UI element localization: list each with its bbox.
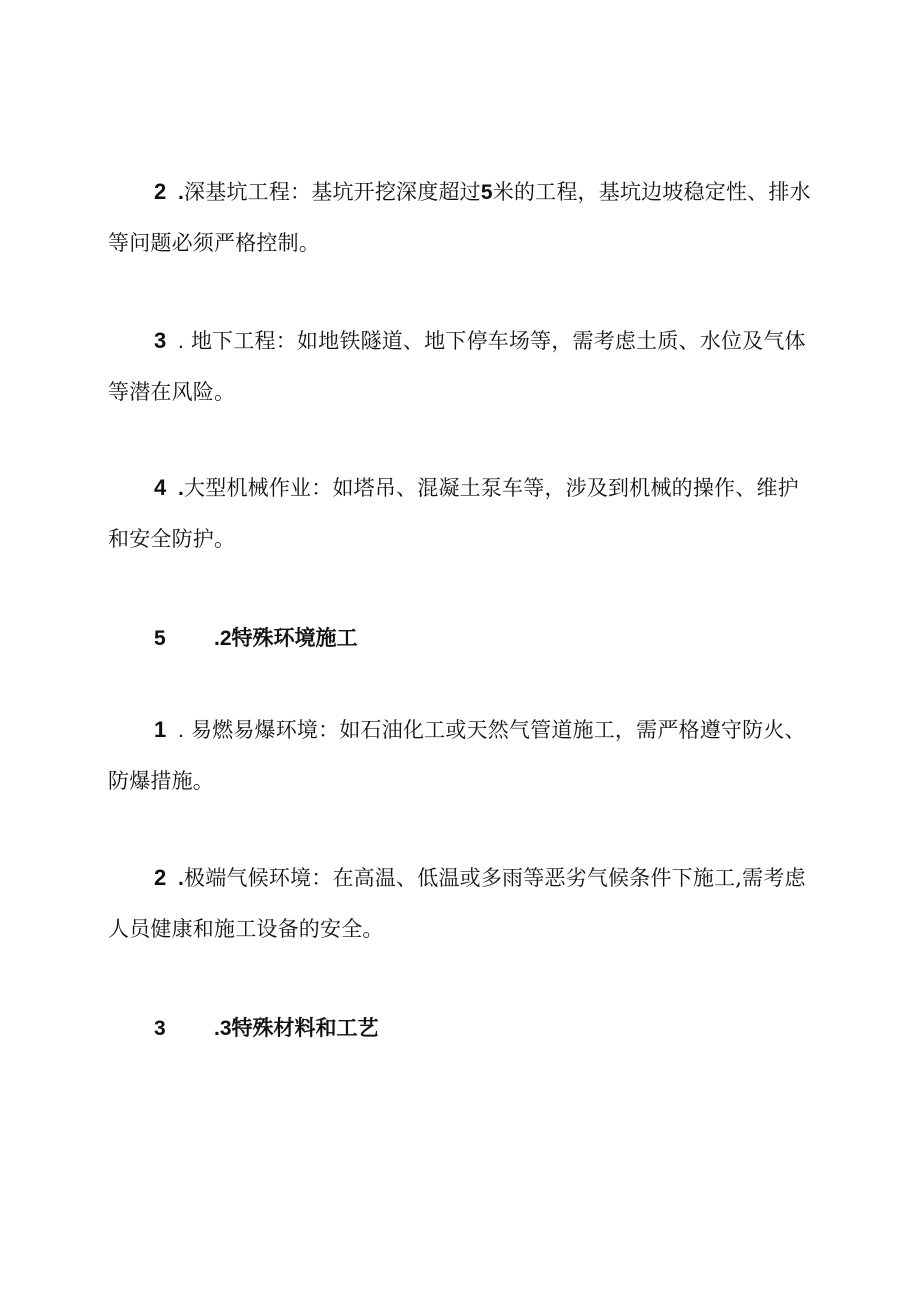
section-title: .2特殊环境施工 xyxy=(214,627,358,650)
list-item-line: 人员健康和施工设备的安全。 xyxy=(108,917,384,941)
list-item-line xyxy=(108,705,828,756)
list-item-extreme-climate xyxy=(108,853,828,954)
section-heading-special-materials xyxy=(154,1014,379,1044)
item-number: 4 xyxy=(154,475,167,500)
item-separator: . xyxy=(178,181,185,204)
list-item-flammable xyxy=(108,705,828,806)
item-text: 易燃易爆环境：如石油化工或天然气管道施工，需严格遵守防火、 xyxy=(190,718,806,742)
item-text: 大型机械作业：如塔吊、混凝土泵车等，涉及到机械的操作、维护 xyxy=(184,476,799,500)
section-heading-special-environment xyxy=(154,624,358,654)
list-item-line: 和安全防护。 xyxy=(108,527,236,551)
list-item-line: 等问题必须严格控制。 xyxy=(108,231,320,255)
item-number: 2 xyxy=(154,865,167,890)
list-item-line: 等潜在风险。 xyxy=(108,380,236,404)
item-separator: . xyxy=(178,330,185,353)
list-item-line xyxy=(108,316,828,367)
item-separator: . xyxy=(178,477,185,500)
item-text: 深基坑工程：基坑开挖深度超过 xyxy=(184,180,481,204)
item-separator: . xyxy=(178,867,185,890)
item-text: 地下工程：如地铁隧道、地下停车场等，需考虑土质、水位及气体 xyxy=(190,329,806,353)
list-item-line xyxy=(108,853,828,904)
item-number: 3 xyxy=(154,328,167,353)
list-item-line xyxy=(108,167,828,218)
list-item-deep-foundation xyxy=(108,167,828,268)
item-number: 1 xyxy=(154,717,167,742)
item-text-continued: 米的工程，基坑边坡稳定性、排水 xyxy=(492,180,811,204)
list-item-line xyxy=(108,463,828,514)
item-bold-value: 5 xyxy=(480,181,493,204)
list-item-machinery xyxy=(108,463,828,564)
section-number: 3 xyxy=(154,1017,166,1040)
item-number: 2 xyxy=(154,179,167,204)
list-item-line: 防爆措施。 xyxy=(108,769,214,793)
item-text: 极端气候环境：在高温、低温或多雨等恶劣气候条件下施工,需考虑 xyxy=(184,866,806,890)
section-number: 5 xyxy=(154,627,166,650)
item-separator: . xyxy=(178,719,185,742)
list-item-underground xyxy=(108,316,828,417)
section-title: .3特殊材料和工艺 xyxy=(214,1017,379,1040)
